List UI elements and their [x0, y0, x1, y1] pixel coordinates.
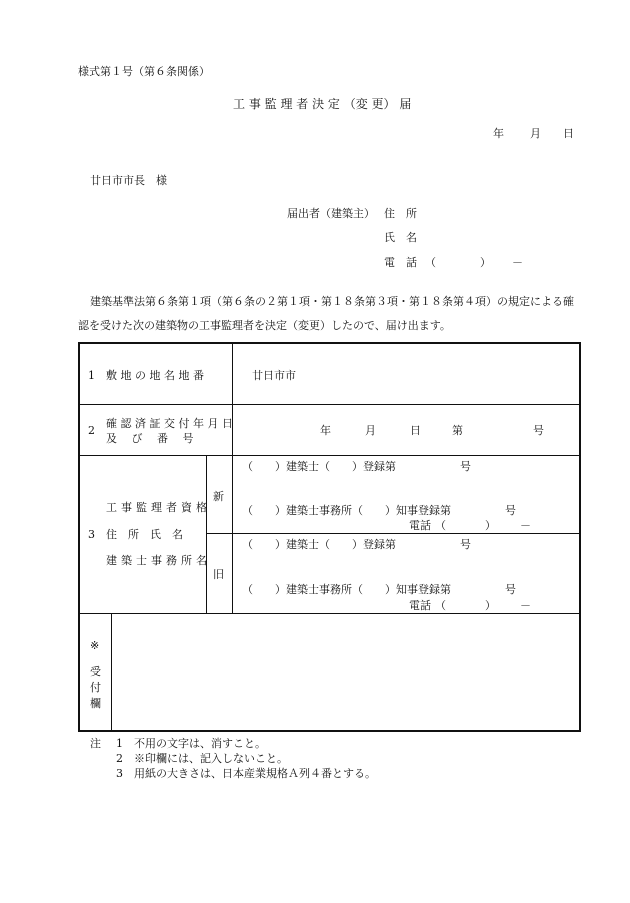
row2-go: 号 [533, 424, 544, 437]
row3-label-line3: 建築士事務所名 [106, 554, 211, 567]
addressee: 廿日市市長 様 [90, 174, 167, 187]
row-divider [80, 404, 581, 405]
row2-number: 2 [88, 424, 95, 437]
row2-month: 月 [365, 424, 376, 437]
row2-label-line1: 確 認 済 証 交 付 年 月 日 [106, 417, 233, 430]
old-phone-label: 電話 [409, 599, 431, 612]
reception-area [113, 615, 579, 730]
old-phone-open: （ [435, 599, 446, 612]
old-office-go: 号 [505, 583, 516, 596]
row3-number: 3 [88, 528, 95, 541]
old-architect-line: （ ）建築士（ ）登録第 [242, 538, 396, 551]
row3-label-line2: 住 所 氏 名 [106, 528, 183, 541]
new-architect-line: （ ）建築士（ ）登録第 [242, 460, 396, 473]
row2-dai: 第 [452, 424, 463, 437]
note-2-num: 2 [116, 752, 123, 765]
row2-day: 日 [410, 424, 421, 437]
row3-old-label: 旧 [213, 568, 224, 581]
form-table [78, 342, 581, 732]
notifier-label: 届出者（建築主） [287, 207, 375, 220]
old-phone-close: ） [485, 599, 496, 612]
notifier-address-label: 住 所 [384, 207, 417, 220]
new-phone-close: ） [485, 519, 496, 532]
form-title: 工 事 監 理 者 決 定 （変 更） 届 [233, 97, 412, 111]
row1-value-field[interactable]: 廿日市市 [252, 369, 296, 382]
notifier-name-label: 氏 名 [384, 231, 417, 244]
reception-char-2: 付 [90, 681, 101, 694]
date-day-label: 日 [563, 127, 574, 140]
notifier-phone-close: ） [480, 256, 491, 269]
new-office-line: （ ）建築士事務所（ ）知事登録第 [242, 504, 451, 517]
note-1-text: 不用の文字は、消すこと。 [134, 737, 266, 750]
old-phone-dash: － [520, 599, 531, 612]
notifier-phone-dash: － [512, 256, 523, 269]
reception-mark: ※ [90, 639, 100, 652]
column-divider [232, 344, 233, 613]
new-phone-label: 電話 [409, 519, 431, 532]
row1-label: 敷 地 の 地 名 地 番 [106, 369, 204, 382]
reception-char-1: 受 [90, 665, 101, 678]
reception-char-3: 欄 [90, 697, 101, 710]
old-architect-go: 号 [460, 538, 471, 551]
new-phone-dash: － [520, 519, 531, 532]
row2-label-line2: 及 び 番 号 [106, 432, 194, 445]
row-divider [206, 533, 581, 534]
old-office-line: （ ）建築士事務所（ ）知事登録第 [242, 583, 451, 596]
column-divider [111, 613, 112, 732]
note-3-text: 用紙の大きさは、日本産業規格Ａ列４番とする。 [134, 767, 376, 780]
row3-label-line1: 工事監理者資格 [106, 501, 211, 514]
new-architect-go: 号 [460, 460, 471, 473]
note-3-num: 3 [116, 767, 123, 780]
notes-label: 注 [90, 737, 101, 750]
date-month-label: 月 [530, 127, 541, 140]
column-divider [206, 455, 207, 613]
notifier-phone-open: （ [425, 256, 436, 269]
row2-year: 年 [320, 424, 331, 437]
note-2-text: ※印欄には、記入しないこと。 [134, 752, 288, 765]
row1-number: 1 [88, 369, 95, 382]
new-phone-open: （ [435, 519, 446, 532]
row-divider [80, 613, 581, 614]
row3-new-label: 新 [213, 490, 224, 503]
body-text-line1: 建築基準法第６条第１項（第６条の２第１項・第１８条第３項・第１８条第４項）の規定による確 [90, 295, 574, 308]
row-divider [80, 455, 581, 456]
form-number: 様式第１号（第６条関係） [78, 65, 210, 78]
date-year-label: 年 [493, 127, 504, 140]
new-office-go: 号 [505, 504, 516, 517]
note-1-num: 1 [116, 737, 123, 750]
notifier-phone-label: 電 話 [384, 256, 417, 269]
body-text-line2: 認を受けた次の建築物の工事監理者を決定（変更）したので、届け出ます。 [78, 319, 451, 332]
